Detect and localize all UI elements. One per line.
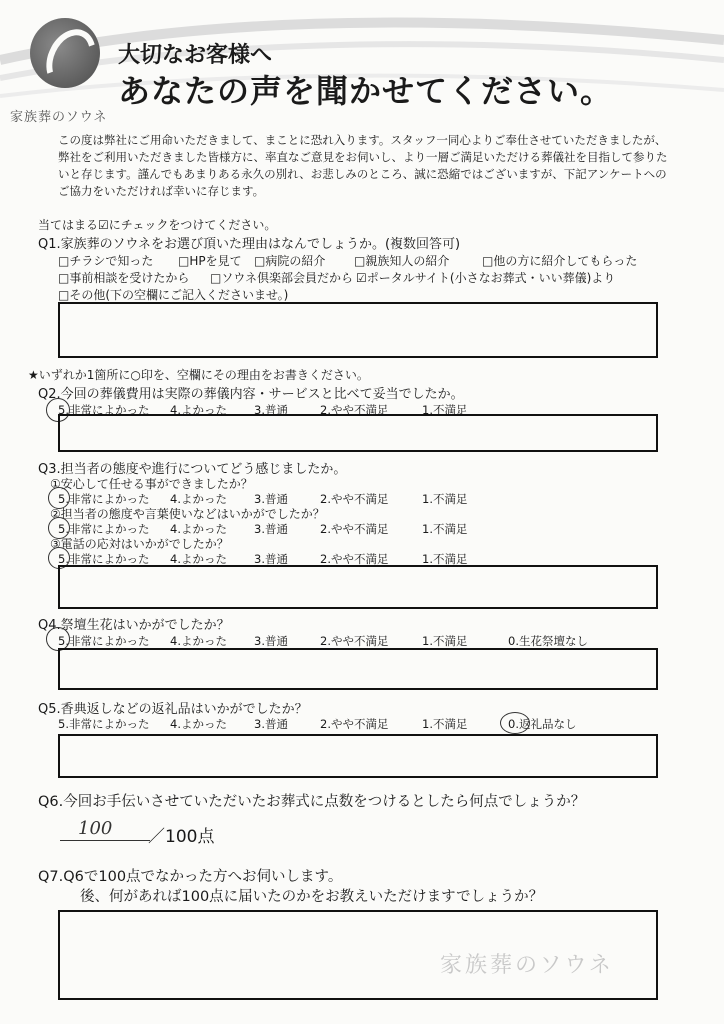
q1-option-referral[interactable]: □他の方に紹介してもらった [482, 254, 638, 268]
q1-title: Q1.家族葬のソウネをお選び頂いた理由はなんでしょうか。(複数回答可) [38, 237, 461, 252]
checkbox-instruction: 当てはまる☑にチェックをつけてください。 [38, 218, 277, 232]
q4-rating-scale [58, 633, 638, 647]
rating-4[interactable]: 4.よかった [170, 403, 227, 417]
rating-2[interactable]: 2.やや不満足 [320, 717, 389, 731]
q3-title: Q3.担当者の態度や進行についてどう感じましたか。 [38, 462, 347, 477]
rating-0-no-return-gift[interactable]: 0.返礼品なし [508, 717, 577, 731]
rating-4[interactable]: 4.よかった [170, 492, 227, 506]
rating-4[interactable]: 4.よかった [170, 717, 227, 731]
q1-option-club-member[interactable]: □ソウネ倶楽部会員だから [210, 271, 353, 285]
q3-sub1: ①安心して任せる事ができましたか？ [50, 477, 253, 491]
rating-3[interactable]: 3.普通 [254, 552, 288, 566]
rating-1[interactable]: 1.不満足 [422, 522, 468, 536]
q5-title: Q5.香典返しなどの返礼品はいかがでしたか？ [38, 702, 308, 717]
q7-line2: 後、何があれば100点に届いたのかをお教えいただけますでしょうか？ [80, 889, 544, 905]
q1-option-website[interactable]: □HPを見て [178, 254, 242, 268]
q1-comment-box[interactable] [58, 302, 658, 358]
intro-text: この度は弊社にご用命いただきまして、まことに恐れ入ります。スタッフ一同心よりご奉仕させていただきましたが、弊社をご利用いただきました皆様方に、率直なご意見をお伺いし、より一層ご満足いただける葬儀社を目指して参りたいと存じます。謹んでもあまりある永久の別れ、お悲しみのところ、誠に恐縮ではございますが、下記アンケートへのご協力をいただければ幸いに存じます。 [58, 133, 668, 198]
q3-sub3-rating-scale [58, 551, 518, 565]
rating-5[interactable]: 5.非常によかった [58, 717, 150, 731]
q6-title: Q6.今回お手伝いさせていただいたお葬式に点数をつけるとしたら何点でしょうか？ [38, 794, 586, 810]
rating-4[interactable]: 4.よかった [170, 522, 227, 536]
rating-5[interactable]: 5.非常によかった [58, 552, 150, 566]
rating-0-no-altar[interactable]: 0.生花祭壇なし [508, 634, 588, 648]
rating-1[interactable]: 1.不満足 [422, 634, 468, 648]
q1-option-relatives[interactable]: □親族知人の紹介 [354, 254, 450, 268]
rating-1[interactable]: 1.不満足 [422, 552, 468, 566]
q7-line1: Q7.Q6で100点でなかった方へお伺いします。 [38, 869, 343, 885]
q3-comment-box[interactable] [58, 565, 658, 609]
watermark-brand: 家族葬のソウネ [440, 953, 614, 978]
rating-2[interactable]: 2.やや不満足 [320, 634, 389, 648]
rating-3[interactable]: 3.普通 [254, 403, 288, 417]
brand-name: 家族葬のソウネ [10, 110, 108, 125]
rating-4[interactable]: 4.よかった [170, 634, 227, 648]
q3-sub2: ②担当者の態度や言葉使いなどはいかがでしたか？ [50, 507, 325, 521]
rating-1[interactable]: 1.不満足 [422, 492, 468, 506]
rating-1[interactable]: 1.不満足 [422, 403, 468, 417]
rating-3[interactable]: 3.普通 [254, 717, 288, 731]
page-subtitle: 大切なお客様へ [118, 43, 273, 68]
q6-score-max: ／100点 [148, 827, 215, 847]
rating-1[interactable]: 1.不満足 [422, 717, 468, 731]
rating-3[interactable]: 3.普通 [254, 634, 288, 648]
q1-option-portal-site[interactable]: ☑ポータルサイト(小さなお葬式・いい葬儀)より [356, 271, 616, 285]
company-logo [30, 18, 100, 88]
q3-sub1-rating-scale [58, 491, 518, 505]
rating-5[interactable]: 5.非常によかった [58, 403, 150, 417]
rating-3[interactable]: 3.普通 [254, 522, 288, 536]
q5-selected-circle [500, 712, 530, 734]
q2-title: Q2.今回の葬儀費用は実際の葬儀内容・サービスと比べて妥当でしたか。 [38, 387, 464, 402]
q5-rating-scale [58, 716, 638, 730]
q1-option-consultation[interactable]: □事前相談を受けたから [58, 271, 190, 285]
q5-comment-box[interactable] [58, 734, 658, 778]
circle-instruction: ★いずれか1箇所に○印を、空欄にその理由をお書きください。 [28, 368, 369, 382]
rating-5[interactable]: 5.非常によかった [58, 522, 150, 536]
q3-sub2-rating-scale [58, 521, 518, 535]
rating-5[interactable]: 5.非常によかった [58, 492, 150, 506]
q6-handwritten-score[interactable]: 100 [78, 818, 113, 839]
rating-2[interactable]: 2.やや不満足 [320, 522, 389, 536]
q2-comment-box[interactable] [58, 414, 658, 452]
q1-option-other[interactable]: □その他(下の空欄にご記入くださいませ。) [58, 288, 289, 302]
page-title: あなたの声を聞かせてください。 [118, 72, 614, 110]
q1-option-flyer[interactable]: □チラシで知った [58, 254, 154, 268]
rating-2[interactable]: 2.やや不満足 [320, 403, 389, 417]
q1-option-hospital[interactable]: □病院の紹介 [254, 254, 326, 268]
rating-2[interactable]: 2.やや不満足 [320, 492, 389, 506]
q4-comment-box[interactable] [58, 648, 658, 690]
rating-4[interactable]: 4.よかった [170, 552, 227, 566]
rating-2[interactable]: 2.やや不満足 [320, 552, 389, 566]
rating-5[interactable]: 5.非常によかった [58, 634, 150, 648]
q4-title: Q4.祭壇生花はいかがでしたか？ [38, 618, 230, 633]
q3-sub3: ③電話の応対はいかがでしたか？ [50, 537, 229, 551]
rating-3[interactable]: 3.普通 [254, 492, 288, 506]
q6-score-line [60, 840, 150, 841]
